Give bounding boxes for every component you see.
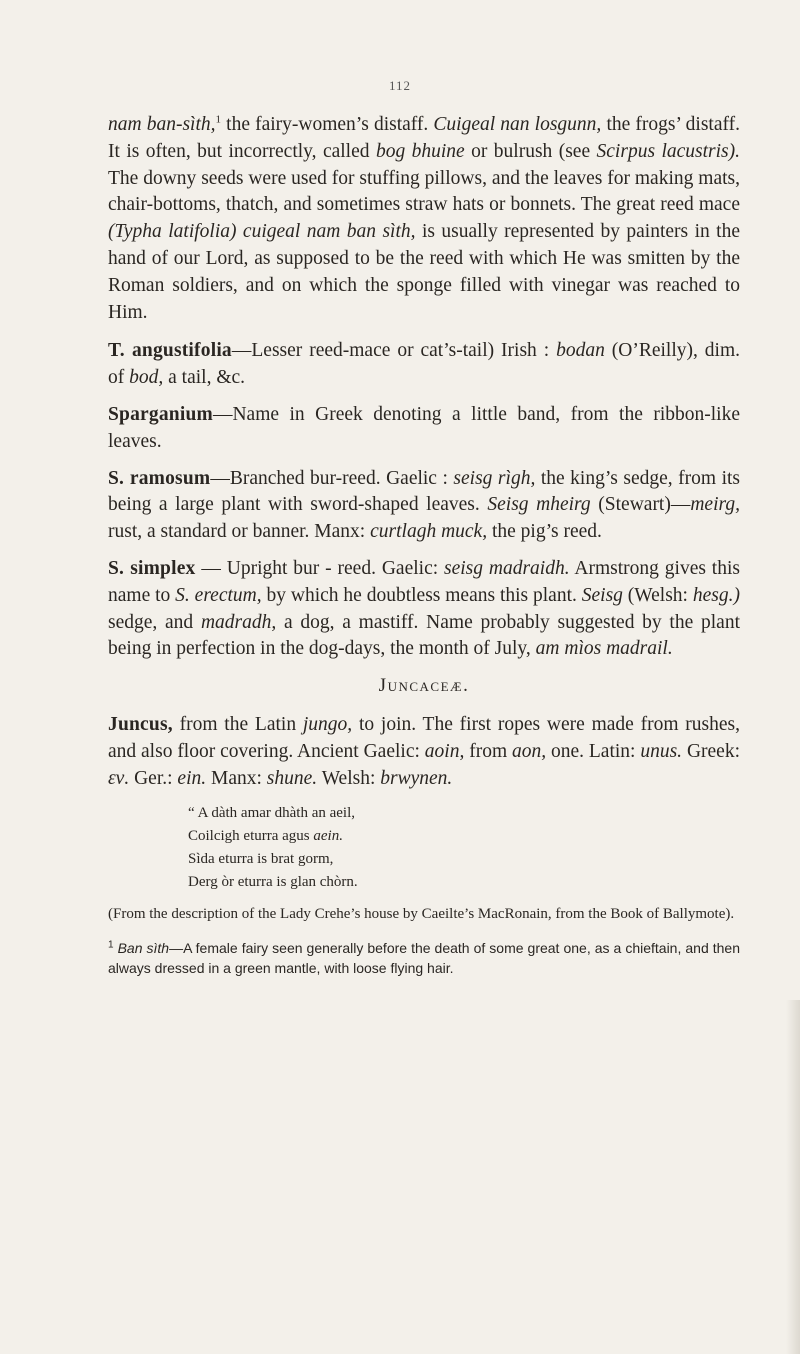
paragraph-juncus: Juncus, from the Latin jungo, to join. The first ropes were made from rushes, and also floor covering. Ancient Gaelic: aoin, from aon, one. Latin: unus. Greek: εν. Ger.: ein. Manx: shune. Welsh: brwynen. [108, 713, 740, 789]
verse-line: Derg òr eturra is glan chòrn. [188, 874, 358, 891]
gaelic-verse [188, 802, 740, 894]
species-heading: S. ramosum [108, 467, 211, 489]
latin-name: (Typha latifolia) cuigeal nam ban sìth, [108, 221, 416, 243]
verse-source: (From the description of the Lady Crehe’s house by Caeilte’s MacRonain, from the Book of Ballymote). [108, 906, 735, 923]
verse-line: Coilcigh eturra agus aein. [188, 828, 343, 845]
verse-line: Sìda eturra is brat gorm, [188, 851, 334, 868]
species-heading: T. angustifolia [108, 340, 232, 362]
species-heading: Juncus, [108, 713, 173, 735]
species-heading: Sparganium [108, 403, 213, 425]
gaelic-term: Cuigeal nan losgunn, [433, 114, 602, 135]
page-number: 112 [388, 78, 412, 93]
page-edge-shadow [786, 1000, 800, 1354]
footnote-mark: 1 [108, 939, 114, 951]
paragraph-s-simplex: S. simplex — Upright bur - reed. Gaelic: seisg madraidh. Armstrong gives this name to S. erectum, by which he doubtless means this plant. Seisg (Welsh: hesg.) sedge, and madradh, a dog, a mastiff. Name probably suggested by the plant being in perfection in the dog-days, the month of July, am mìos madrail. [108, 557, 740, 660]
paragraph-typha: nam ban-sìth,$^1$ the fairy-women’s distaff. Cuigeal nan losgunn, the frogs’ distaff. It is often, but incorrectly, called bog bhuine or bulrush (see Scirpus lacustris). The downy seeds were used for stuffing pillows, and the leaves for making mats, chair-bottoms, thatch, and sometimes straw hats or bonnets. The great reed mace (Typha latifolia) cuigeal nam ban sìth, is usually represented by painters in the hand of our Lord, as supposed to be the reed with which He was smitten by the Roman soldiers, and on which the sponge filled with vinegar was reached to Him. [108, 113, 740, 323]
section-heading: Juncaceæ. [378, 675, 470, 697]
footnote: $^1$ Ban sìth—A female fairy seen generally before the death of some great one, as a chieftain, and then always dressed in a green mantle, with loose flying hair. [108, 939, 740, 977]
verse-line: “ A dàth amar dhàth an aeil, [188, 805, 356, 822]
paragraph-typha-angustifolia: T. angustifolia—Lesser reed-mace or cat’s-tail) Irish : bodan (O’Reilly), dim. of bod, a tail, &c. [108, 340, 740, 389]
footnote-ref: 1 [215, 113, 222, 126]
latin-name: Scirpus lacustris). [596, 140, 740, 162]
gaelic-term: bog bhuine [375, 140, 465, 162]
body-text [108, 112, 740, 978]
paragraph-sparganium: Sparganium—Name in Greek denoting a little band, from the ribbon-like leaves. [108, 403, 740, 452]
species-heading: S. simplex [108, 557, 196, 579]
gaelic-term: nam ban-sìth, [108, 114, 216, 135]
paragraph-s-ramosum: S. ramosum—Branched bur-reed. Gaelic : seisg rìgh, the king’s sedge, from its being a large plant with sword-shaped leaves. Seisg mheirg (Stewart)—meirg, rust, a standard or banner. Manx: curtlagh muck, the pig’s reed. [108, 467, 740, 543]
